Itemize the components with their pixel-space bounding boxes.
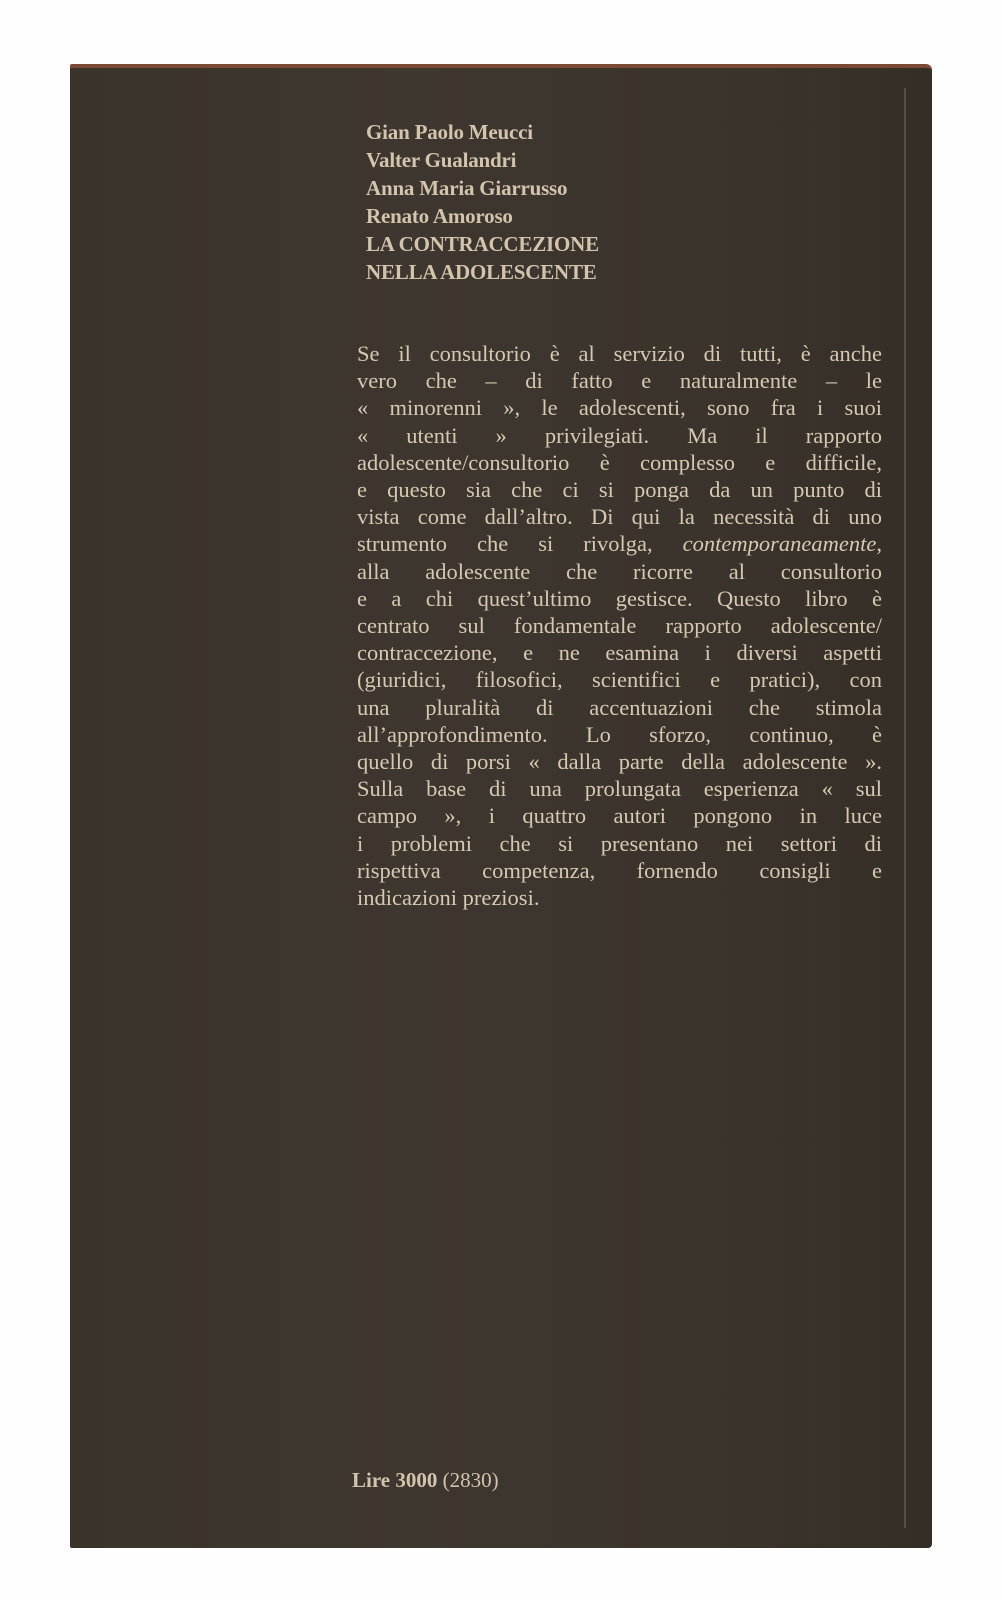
- price-label: Lire: [352, 1468, 391, 1492]
- author-name: Gian Paolo Meucci: [366, 120, 533, 144]
- blurb-line: una pluralità di accentuazioni che stimola: [357, 694, 882, 720]
- blurb-italic: contemporaneamente: [682, 531, 877, 557]
- blurb-line: vista come dall’altro. Di qui la necessità di uno: [357, 504, 882, 530]
- blurb-line: all’approfondimento. Lo sforzo, continuo, è: [357, 721, 882, 747]
- cover-edge: [904, 88, 906, 1528]
- blurb-line: campo », i quattro autori pongono in luce: [357, 803, 882, 829]
- blurb-line: (giuridici, filosofici, scientifici e pratici), con: [357, 667, 882, 693]
- book-back-cover: [70, 64, 932, 1548]
- blurb-line: [357, 530, 882, 557]
- blurb-line: vero che – di fatto e naturalmente – le: [357, 368, 882, 394]
- author-name: Valter Gualandri: [366, 148, 517, 172]
- blurb-line: « utenti » privilegiati. Ma il rapporto: [357, 422, 882, 448]
- blurb-text: strumento che si rivolga,: [357, 531, 683, 557]
- blurb-line: rispettiva competenza, fornendo consigli e: [357, 857, 882, 883]
- book-title-line: LA CONTRACCEZIONE: [366, 232, 599, 256]
- blurb-line: adolescente/consultorio è complesso e difficile,: [357, 449, 882, 475]
- price-alt: (2830): [442, 1468, 499, 1492]
- blurb-line: indicazioni preziosi.: [357, 885, 540, 911]
- cover-header: [366, 118, 599, 286]
- price-amount: 3000: [395, 1468, 438, 1492]
- blurb-line: e a chi quest’ultimo gestisce. Questo libro è: [357, 585, 882, 611]
- blurb-line: e questo sia che ci si ponga da un punto di: [357, 477, 882, 503]
- blurb-line: Se il consultorio è al servizio di tutti, è anche: [357, 341, 882, 366]
- blurb-line: alla adolescente che ricorre al consultorio: [357, 558, 882, 584]
- blurb-line: quello di porsi « dalla parte della adolescente ».: [357, 749, 882, 775]
- blurb-line: centrato sul fondamentale rapporto adolescente/: [357, 613, 882, 639]
- author-name: Anna Maria Giarrusso: [366, 176, 568, 200]
- blurb-text: ,: [876, 531, 882, 557]
- blurb-line: contraccezione, e ne esamina i diversi aspetti: [357, 640, 882, 666]
- blurb-line: « minorenni », le adolescenti, sono fra i suoi: [357, 395, 882, 421]
- blurb: [357, 340, 882, 911]
- book-title-line: NELLA ADOLESCENTE: [366, 260, 597, 284]
- blurb-line: i problemi che si presentano nei settori di: [357, 830, 882, 856]
- price: [352, 1468, 499, 1493]
- author-name: Renato Amoroso: [366, 204, 513, 228]
- blurb-line: Sulla base di una prolungata esperienza « sul: [357, 776, 882, 802]
